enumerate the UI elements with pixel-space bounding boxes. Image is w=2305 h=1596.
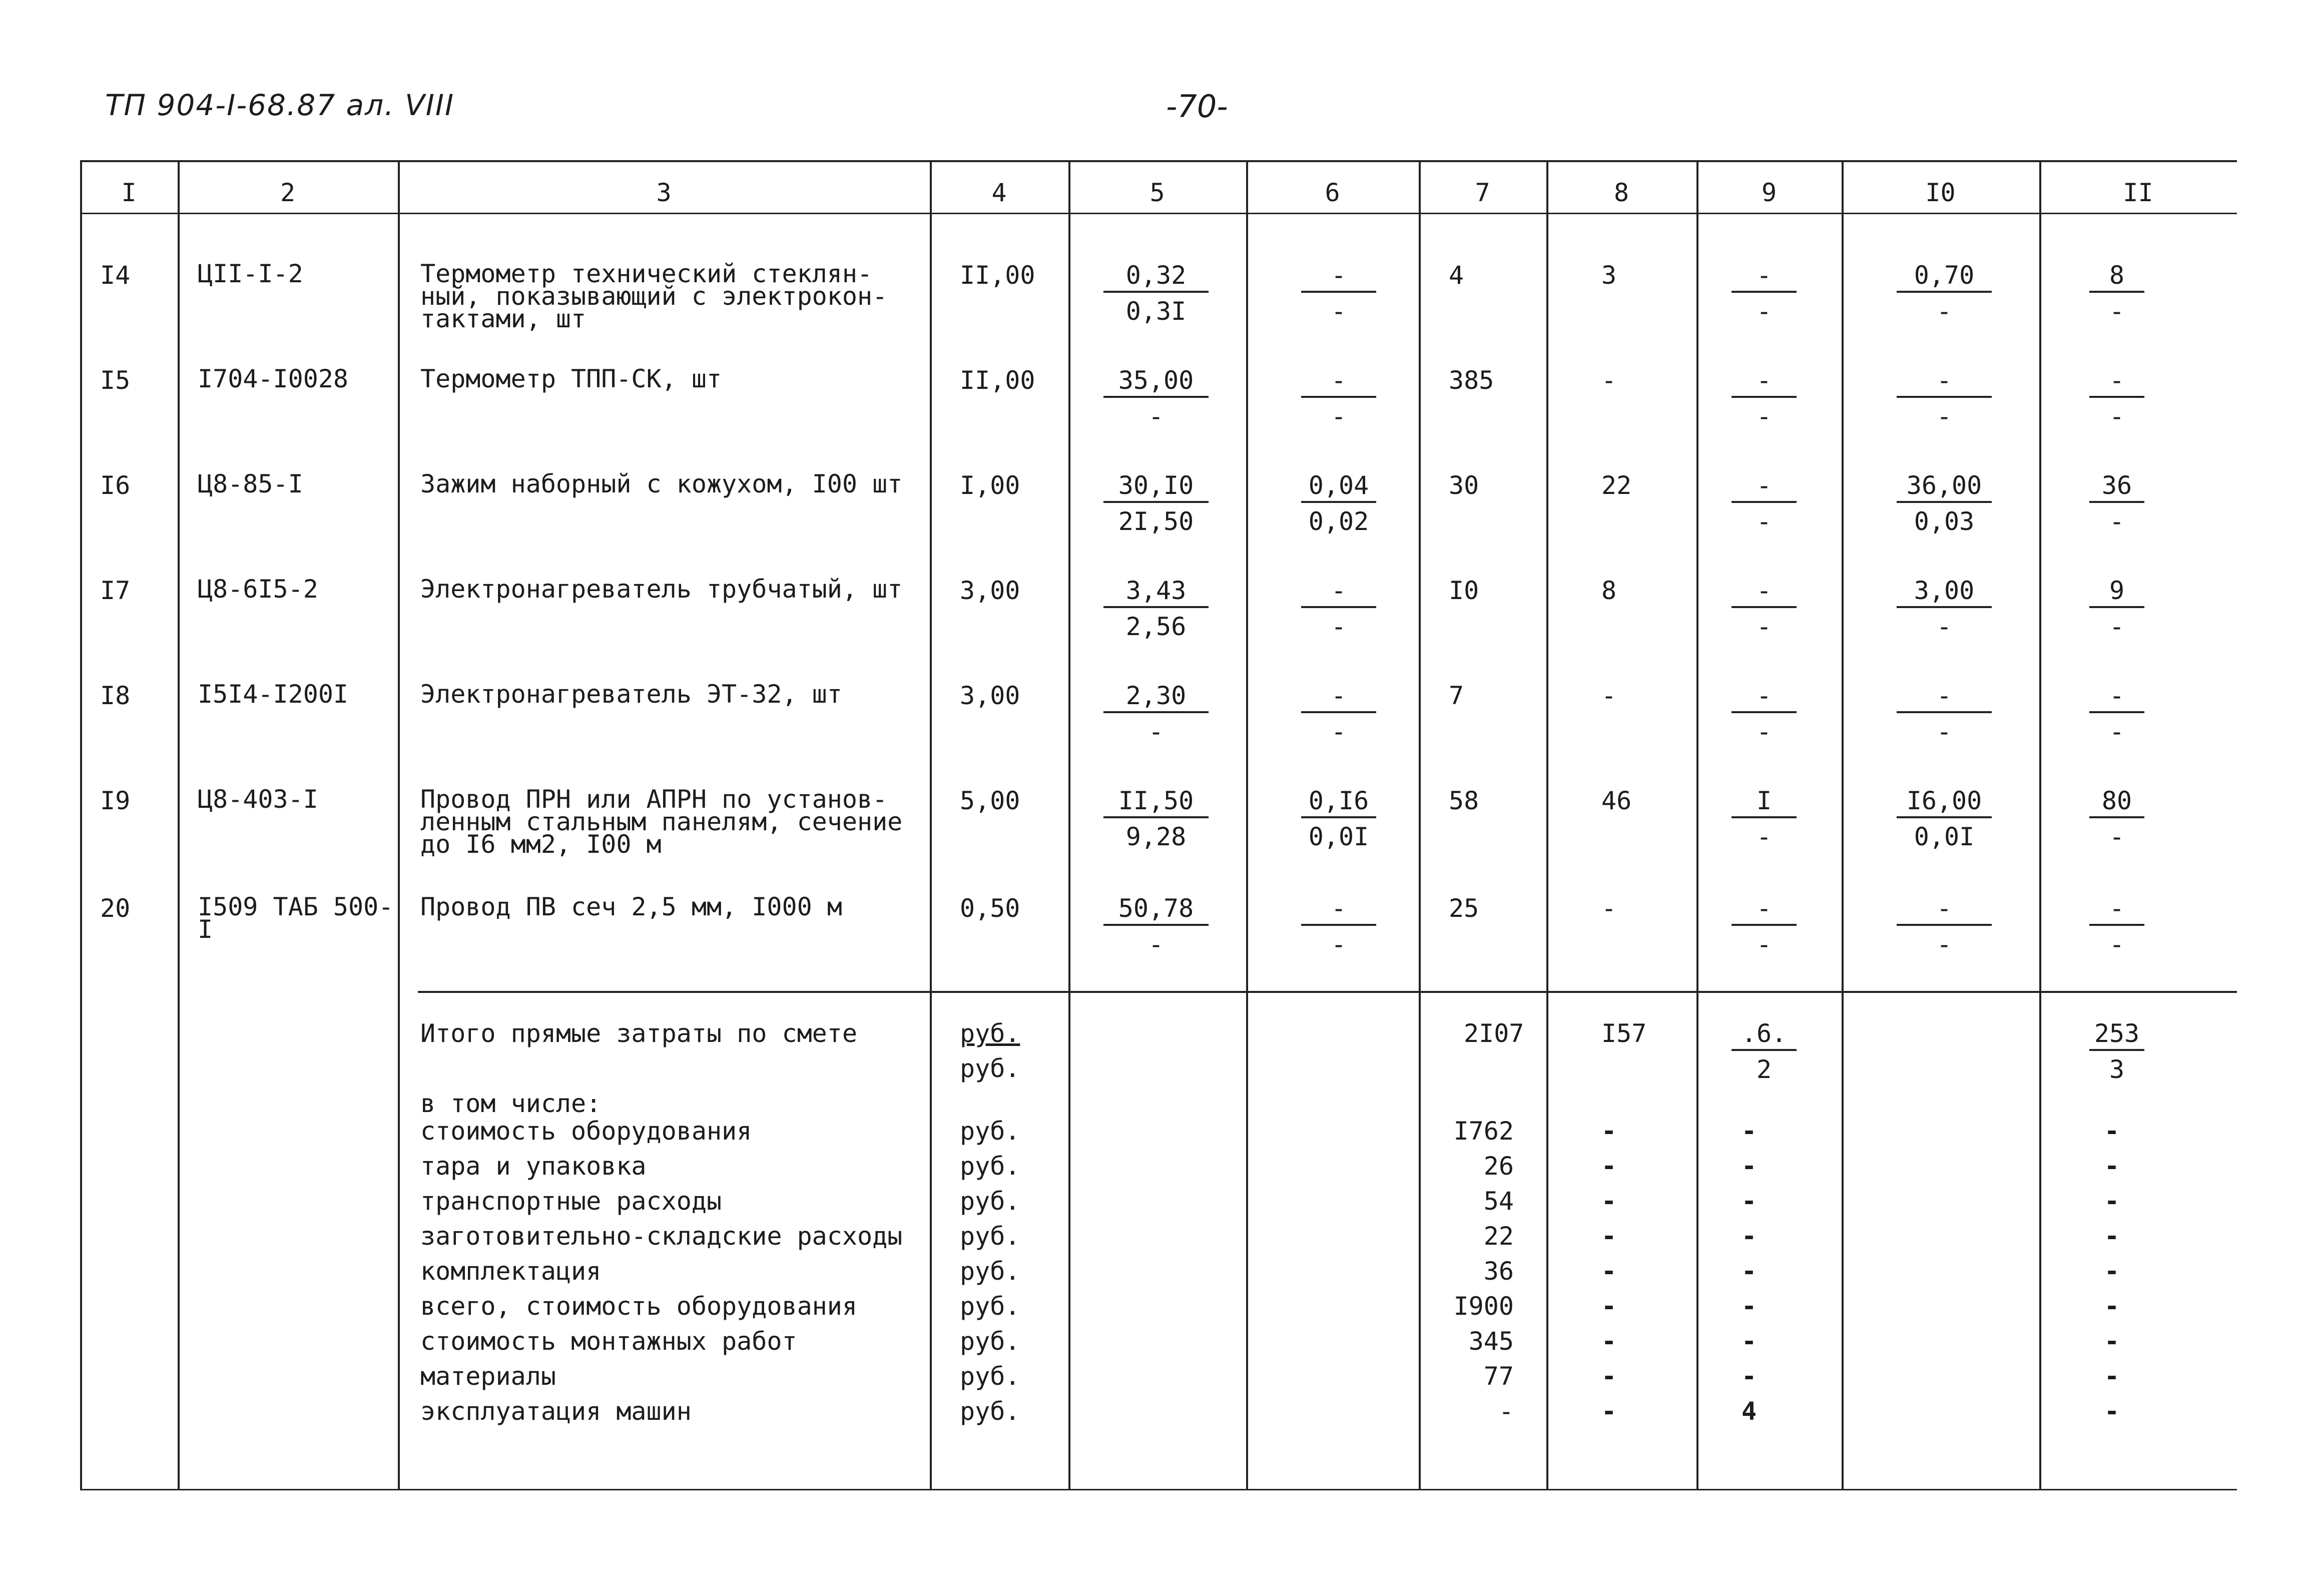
fraction-denominator: - — [1331, 402, 1347, 431]
totals-item-col9: - — [1742, 1187, 1757, 1216]
totals-item-col8: - — [1601, 1292, 1617, 1321]
row-number: I5 — [100, 366, 131, 395]
column-rule-3 — [398, 160, 400, 1489]
table-bottom-rule — [80, 1489, 2237, 1490]
row-quantity: 5,00 — [960, 786, 1020, 815]
column-rule-6 — [1246, 160, 1248, 1489]
fraction-denominator: - — [1756, 612, 1772, 641]
column-header-9: 9 — [1761, 178, 1777, 207]
totals-item-col7: 345 — [1468, 1327, 1514, 1356]
fraction-denominator: - — [2109, 612, 2125, 641]
totals-item-unit: руб. — [960, 1187, 1020, 1216]
fraction-numerator: 3,43 — [1103, 578, 1209, 608]
fraction-numerator: - — [1732, 683, 1797, 713]
row-col10 — [1897, 368, 1992, 429]
fraction-numerator: 30,I0 — [1103, 473, 1209, 503]
row-quantity: II,00 — [960, 261, 1035, 290]
row-col11 — [2089, 263, 2144, 324]
totals-item-unit: руб. — [960, 1397, 1020, 1426]
totals-item-col9: - — [1742, 1117, 1757, 1146]
row-col10 — [1897, 473, 1992, 534]
column-header-2: 2 — [280, 178, 296, 207]
table-top-rule — [80, 160, 2237, 162]
fraction-numerator: - — [1897, 896, 1992, 926]
row-description: Термометр технический стеклян- ный, показывающий с электрокон- тактами, шт — [420, 259, 888, 333]
row-description: Провод ПРН или АПРН по установ- ленным стальным панелям, сечение до I6 мм2, I00 м — [420, 785, 903, 859]
row-code: Ц8-85-I — [198, 469, 303, 498]
fraction-denominator: - — [1756, 822, 1772, 851]
totals-item-col11: - — [2104, 1152, 2120, 1181]
fraction-denominator: 0,02 — [1308, 507, 1369, 536]
fraction-denominator: - — [2109, 297, 2125, 326]
row-description: Провод ПВ сеч 2,5 мм, I000 м — [420, 892, 842, 921]
column-header-8: 8 — [1613, 178, 1629, 207]
totals-item-col7: 36 — [1483, 1257, 1514, 1286]
fraction-denominator: 0,0I — [1308, 822, 1369, 851]
row-quantity: 3,00 — [960, 681, 1020, 710]
row-col10 — [1897, 263, 1992, 324]
totals-item-label: стоимость монтажных работ — [420, 1327, 797, 1356]
fraction-denominator: - — [1936, 402, 1952, 431]
fraction-numerator: 253 — [2089, 1021, 2144, 1051]
column-header-10: I0 — [1925, 178, 1956, 207]
row-col9 — [1732, 368, 1797, 429]
row-price-total — [1103, 683, 1209, 744]
fraction-numerator: - — [1301, 263, 1376, 293]
row-col11 — [2089, 578, 2144, 639]
fraction-denominator: - — [1331, 612, 1347, 641]
totals-item-label: заготовительно-складские расходы — [420, 1222, 903, 1251]
row-col10 — [1897, 578, 1992, 639]
totals-item-unit: руб. — [960, 1152, 1020, 1181]
fraction-denominator: - — [1756, 717, 1772, 746]
totals-item-unit: руб. — [960, 1257, 1020, 1286]
row-col9 — [1732, 578, 1797, 639]
totals-item-col8: - — [1601, 1362, 1617, 1391]
row-col8: - — [1601, 366, 1617, 395]
totals-item-col9: - — [1742, 1327, 1757, 1356]
fraction-numerator: 0,04 — [1301, 473, 1376, 503]
totals-item-col11: - — [2104, 1257, 2120, 1286]
totals-item-col7: I762 — [1453, 1117, 1514, 1146]
row-col11 — [2089, 896, 2144, 957]
fraction-numerator: - — [2089, 683, 2144, 713]
row-price-wages — [1301, 788, 1376, 849]
row-col7: 7 — [1449, 681, 1464, 710]
totals-item-label: транспортные расходы — [420, 1187, 722, 1216]
fraction-denominator: - — [1756, 507, 1772, 536]
fraction-denominator: - — [1936, 297, 1952, 326]
row-quantity: 3,00 — [960, 576, 1020, 605]
row-price-wages — [1301, 578, 1376, 639]
fraction-numerator: II,50 — [1103, 788, 1209, 818]
row-col8: 46 — [1601, 786, 1632, 815]
page-number: -70- — [1166, 88, 1228, 125]
row-price-total — [1103, 578, 1209, 639]
fraction-numerator: - — [1732, 263, 1797, 293]
row-number: I4 — [100, 261, 131, 290]
fraction-numerator: 36 — [2089, 473, 2144, 503]
totals-item-col7: 22 — [1483, 1222, 1514, 1251]
totals-col7: 2I07 — [1464, 1019, 1524, 1048]
totals-item-col8: - — [1601, 1257, 1617, 1286]
totals-item-col7: 77 — [1483, 1362, 1514, 1391]
header-bottom-rule — [80, 213, 2237, 214]
totals-item-col9: - — [1742, 1222, 1757, 1251]
totals-item-col9: - — [1742, 1152, 1757, 1181]
row-col11 — [2089, 473, 2144, 534]
row-col7: 4 — [1449, 261, 1464, 290]
fraction-numerator: 0,70 — [1897, 263, 1992, 293]
totals-item-col7: - — [1498, 1397, 1514, 1426]
column-rule-1 — [80, 160, 82, 1489]
fraction-numerator: - — [1732, 896, 1797, 926]
fraction-denominator: 2 — [1756, 1055, 1772, 1084]
row-code: I509 ТАБ 500- I — [198, 892, 394, 944]
fraction-numerator: I — [1732, 788, 1797, 818]
column-header-7: 7 — [1475, 178, 1490, 207]
column-header-5: 5 — [1149, 178, 1165, 207]
row-col9 — [1732, 263, 1797, 324]
totals-title: Итого прямые затраты по смете — [420, 1019, 857, 1048]
column-rule-7 — [1419, 160, 1421, 1489]
row-col7: 58 — [1449, 786, 1479, 815]
totals-item-unit: руб. — [960, 1327, 1020, 1356]
row-col10 — [1897, 896, 1992, 957]
column-header-11: II — [2123, 178, 2153, 207]
row-col9 — [1732, 473, 1797, 534]
totals-item-col7: I900 — [1453, 1292, 1514, 1321]
fraction-denominator: - — [1756, 402, 1772, 431]
totals-item-col8: - — [1601, 1187, 1617, 1216]
column-rule-8 — [1546, 160, 1548, 1489]
fraction-numerator: I6,00 — [1897, 788, 1992, 818]
totals-item-col8: - — [1601, 1152, 1617, 1181]
fraction-denominator: - — [1936, 612, 1952, 641]
fraction-numerator: - — [1301, 896, 1376, 926]
row-col7: I0 — [1449, 576, 1479, 605]
fraction-denominator: - — [1331, 930, 1347, 959]
totals-col9 — [1732, 1021, 1797, 1082]
fraction-denominator: - — [2109, 717, 2125, 746]
row-col8: - — [1601, 681, 1617, 710]
totals-item-label: материалы — [420, 1362, 556, 1391]
fraction-numerator: 0,I6 — [1301, 788, 1376, 818]
fraction-numerator: - — [1897, 368, 1992, 398]
totals-unit-top: руб. — [960, 1019, 1020, 1048]
fraction-denominator: 3 — [2109, 1055, 2125, 1084]
totals-item-label: стоимость оборудования — [420, 1117, 752, 1146]
fraction-numerator: 35,00 — [1103, 368, 1209, 398]
fraction-denominator: 0,03 — [1914, 507, 1975, 536]
row-quantity: II,00 — [960, 366, 1035, 395]
row-number: I9 — [100, 786, 131, 815]
row-number: I7 — [100, 576, 131, 605]
fraction-denominator: - — [2109, 822, 2125, 851]
totals-item-col7: 26 — [1483, 1152, 1514, 1181]
fraction-numerator: 9 — [2089, 578, 2144, 608]
totals-item-label: всего, стоимость оборудования — [420, 1292, 857, 1321]
fraction-numerator: - — [1301, 368, 1376, 398]
row-quantity: I,00 — [960, 471, 1020, 500]
fraction-denominator: 2I,50 — [1118, 507, 1194, 536]
row-col11 — [2089, 368, 2144, 429]
row-number: 20 — [100, 894, 131, 923]
row-col8: 3 — [1601, 261, 1617, 290]
column-rule-4 — [930, 160, 932, 1489]
row-code: ЦII-I-2 — [198, 259, 303, 288]
row-col9 — [1732, 683, 1797, 744]
row-description: Зажим наборный с кожухом, I00 шт — [420, 469, 903, 498]
row-price-total — [1103, 263, 1209, 324]
document-code: ТП 904-I-68.87 ал. VIII — [105, 88, 455, 122]
totals-item-col11: - — [2104, 1397, 2120, 1426]
fraction-numerator: 80 — [2089, 788, 2144, 818]
fraction-denominator: - — [1756, 930, 1772, 959]
row-price-total — [1103, 896, 1209, 957]
row-col11 — [2089, 788, 2144, 849]
row-code: I5I4-I200I — [198, 680, 349, 709]
column-rule-2 — [178, 160, 180, 1489]
row-price-wages — [1301, 896, 1376, 957]
fraction-numerator: 50,78 — [1103, 896, 1209, 926]
totals-item-col9: - — [1742, 1292, 1757, 1321]
totals-item-col11: - — [2104, 1362, 2120, 1391]
totals-item-col11: - — [2104, 1187, 2120, 1216]
fraction-numerator: - — [2089, 368, 2144, 398]
totals-item-unit: руб. — [960, 1362, 1020, 1391]
totals-item-col9: - — [1742, 1362, 1757, 1391]
totals-item-col8: - — [1601, 1397, 1617, 1426]
fraction-denominator: - — [2109, 930, 2125, 959]
row-col8: 22 — [1601, 471, 1632, 500]
totals-col8: I57 — [1601, 1019, 1647, 1048]
row-col9 — [1732, 788, 1797, 849]
totals-col11 — [2089, 1021, 2144, 1082]
totals-item-unit: руб. — [960, 1292, 1020, 1321]
row-col10 — [1897, 788, 1992, 849]
fraction-numerator: - — [1732, 368, 1797, 398]
fraction-numerator: - — [2089, 896, 2144, 926]
fraction-numerator: 3,00 — [1897, 578, 1992, 608]
row-price-wages — [1301, 368, 1376, 429]
totals-item-label: тара и упаковка — [420, 1152, 647, 1181]
row-price-wages — [1301, 683, 1376, 744]
fraction-denominator: - — [1148, 717, 1164, 746]
totals-item-label: эксплуатация машин — [420, 1397, 692, 1426]
fraction-denominator: - — [1331, 717, 1347, 746]
fraction-numerator: .6. — [1732, 1021, 1797, 1051]
column-rule-9 — [1696, 160, 1698, 1489]
totals-item-col8: - — [1601, 1117, 1617, 1146]
row-quantity: 0,50 — [960, 894, 1020, 923]
including-label: в том числе: — [420, 1089, 602, 1118]
fraction-denominator: - — [1756, 297, 1772, 326]
totals-item-col9: 4 — [1742, 1397, 1757, 1426]
totals-item-unit: руб. — [960, 1222, 1020, 1251]
fraction-numerator: - — [1732, 473, 1797, 503]
totals-separator-rule — [418, 991, 2237, 993]
totals-item-col11: - — [2104, 1292, 2120, 1321]
column-rule-5 — [1068, 160, 1070, 1489]
row-col9 — [1732, 896, 1797, 957]
column-header-1: I — [121, 178, 137, 207]
fraction-denominator: - — [1148, 930, 1164, 959]
totals-item-col11: - — [2104, 1327, 2120, 1356]
row-col8: 8 — [1601, 576, 1617, 605]
row-col7: 30 — [1449, 471, 1479, 500]
row-number: I6 — [100, 471, 131, 500]
fraction-denominator: 2,56 — [1125, 612, 1187, 641]
fraction-numerator: 2,30 — [1103, 683, 1209, 713]
row-description: Электронагреватель трубчатый, шт — [420, 575, 903, 604]
fraction-numerator: - — [1897, 683, 1992, 713]
totals-item-label: комплектация — [420, 1257, 602, 1286]
fraction-denominator: - — [1936, 717, 1952, 746]
totals-item-unit: руб. — [960, 1117, 1020, 1146]
row-number: I8 — [100, 681, 131, 710]
column-rule-11 — [2039, 160, 2041, 1489]
row-col7: 385 — [1449, 366, 1494, 395]
totals-item-col8: - — [1601, 1222, 1617, 1251]
fraction-numerator: 8 — [2089, 263, 2144, 293]
row-col11 — [2089, 683, 2144, 744]
totals-item-col11: - — [2104, 1117, 2120, 1146]
fraction-numerator: 0,32 — [1103, 263, 1209, 293]
row-description: Термометр ТПП-СК, шт — [420, 364, 722, 393]
row-price-total — [1103, 473, 1209, 534]
row-price-total — [1103, 788, 1209, 849]
row-col8: - — [1601, 894, 1617, 923]
row-col7: 25 — [1449, 894, 1479, 923]
totals-item-col7: 54 — [1483, 1187, 1514, 1216]
fraction-denominator: - — [1331, 297, 1347, 326]
column-header-6: 6 — [1325, 178, 1340, 207]
column-header-3: 3 — [656, 178, 672, 207]
row-price-wages — [1301, 263, 1376, 324]
row-price-total — [1103, 368, 1209, 429]
fraction-denominator: 0,3I — [1125, 297, 1187, 326]
column-header-4: 4 — [991, 178, 1007, 207]
fraction-denominator: 0,0I — [1914, 822, 1975, 851]
totals-item-col9: - — [1742, 1257, 1757, 1286]
row-code: I704-I0028 — [198, 364, 349, 393]
fraction-numerator: 36,00 — [1897, 473, 1992, 503]
row-price-wages — [1301, 473, 1376, 534]
fraction-denominator: 9,28 — [1125, 822, 1187, 851]
column-rule-10 — [1842, 160, 1844, 1489]
row-code: Ц8-403-I — [198, 785, 318, 814]
totals-item-col8: - — [1601, 1327, 1617, 1356]
row-code: Ц8-6I5-2 — [198, 575, 318, 604]
fraction-numerator: - — [1301, 578, 1376, 608]
totals-item-col11: - — [2104, 1222, 2120, 1251]
fraction-numerator: - — [1732, 578, 1797, 608]
row-col10 — [1897, 683, 1992, 744]
fraction-numerator: - — [1301, 683, 1376, 713]
fraction-denominator: - — [1936, 930, 1952, 959]
fraction-denominator: - — [1148, 402, 1164, 431]
fraction-denominator: - — [2109, 402, 2125, 431]
totals-unit-bottom: руб. — [960, 1054, 1020, 1083]
row-description: Электронагреватель ЭТ-32, шт — [420, 680, 842, 709]
fraction-denominator: - — [2109, 507, 2125, 536]
